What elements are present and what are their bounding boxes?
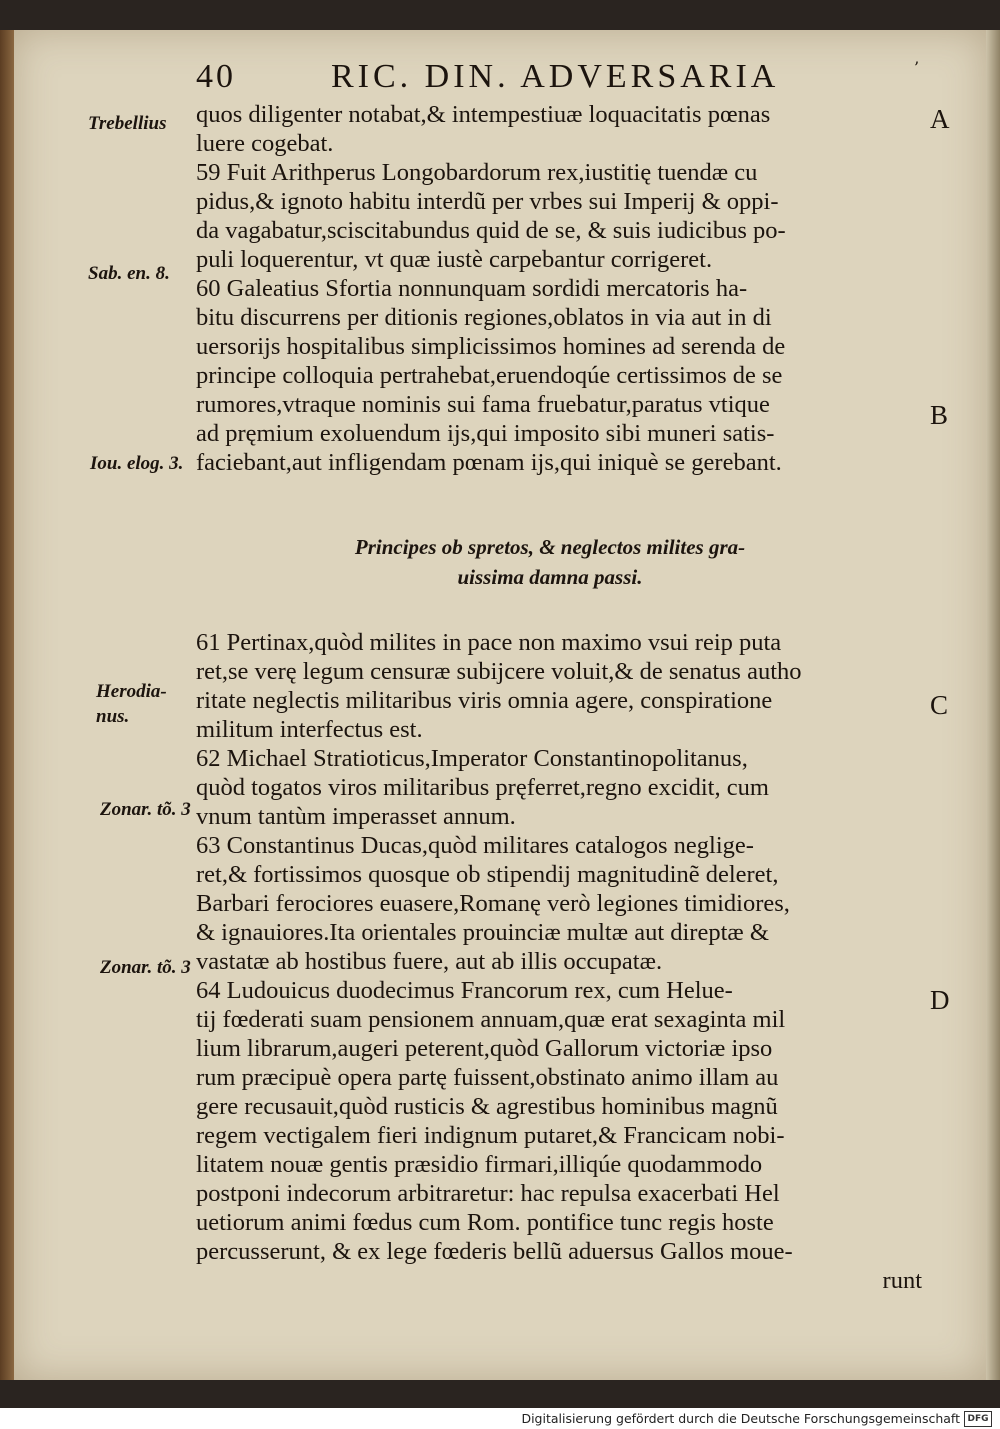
text-line: principe colloquia pertrahebat,eruendoqúe certissimos de se — [196, 362, 783, 389]
text-line: ret,& fortissimos quosque ob stipendij magnitudinẽ deleret, — [196, 861, 779, 888]
text-line: uersorijs hospitalibus simplicissimos homines ad serenda de — [196, 333, 786, 360]
text-block-1 — [196, 100, 922, 477]
text-line: da vagabatur,sciscitabundus quid de se, & suis iudicibus po- — [196, 217, 786, 244]
text-line: vnum tantùm imperasset annum. — [196, 803, 516, 830]
dfg-logo: DFG — [964, 1411, 992, 1427]
catchword: runt — [882, 1267, 922, 1294]
section-heading-line: Principes ob spretos, & neglectos milites gra- — [354, 535, 746, 559]
text-line: pidus,& ignoto habitu interdũ per vrbes sui Imperij & oppi- — [196, 188, 779, 215]
text-line: & ignauiores.Ita orientales prouinciæ multæ aut direptæ & — [196, 919, 769, 946]
section-heading-line: uissima damna passi. — [457, 565, 643, 589]
digitization-footer — [0, 1408, 1000, 1429]
text-line: litatem nouæ gentis præsidio firmari,illiqúe quodammodo — [196, 1151, 763, 1178]
text-line: quos diligenter notabat,& intempestiuæ loquacitatis pœnas — [196, 101, 771, 128]
text-line: 60 Galeatius Sfortia nonnunquam sordidi mercatoris ha- — [196, 275, 748, 302]
margin-note-iouius: Iou. elog. 3. — [90, 453, 184, 474]
side-letter-c: C — [930, 690, 949, 720]
side-letter-a: A — [930, 104, 950, 134]
text-line: militum interfectus est. — [196, 716, 423, 743]
text-line: 59 Fuit Arithperus Longobardorum rex,iustitię tuendæ cu — [196, 159, 758, 186]
text-line: percusserunt, & ex lege fœderis bellũ aduersus Gallos moue- — [196, 1238, 793, 1265]
text-line: ad pręmium exoluendum ijs,qui imposito sibi muneri satis- — [196, 420, 775, 447]
text-line: gere recusauit,quòd rusticis & agrestibus hominibus magnũ — [196, 1093, 778, 1120]
page-edge — [986, 30, 1000, 1380]
text-line: Barbari ferociores euasere,Romanę verò legiones timidiores, — [196, 890, 790, 917]
margin-note-zonaras-2: Zonar. tõ. 3 — [100, 957, 191, 978]
text-line: postponi indecorum arbitraretur: hac repulsa exacerbati Hel — [196, 1180, 780, 1207]
text-line: rum præcipuè opera partę fuissent,obstinato animo illam au — [196, 1064, 779, 1091]
footer-text: Digitalisierung gefördert durch die Deutsche Forschungsgemeinschaft — [521, 1411, 960, 1426]
text-line: uetiorum animi fœdus cum Rom. pontifice tunc regis hoste — [196, 1209, 774, 1236]
header-mark: ’ — [914, 58, 920, 77]
side-letter-b: B — [930, 400, 949, 430]
text-line: quòd togatos viros militaribus pręferret,regno excidit, cum — [196, 774, 769, 801]
text-line: bitu discurrens per ditionis regiones,oblatos in via aut in di — [196, 304, 772, 331]
text-line: 63 Constantinus Ducas,quòd militares catalogos neglige- — [196, 832, 754, 859]
text-line: vastatæ ab hostibus fuere, aut ab illis occupatæ. — [196, 948, 663, 975]
text-line: rumores,vtraque nominis sui fama fruebatur,paratus vtique — [196, 391, 770, 418]
margin-note-trebellius: Trebellius — [88, 113, 167, 134]
text-block-2 — [196, 628, 922, 1295]
text-line: faciebant,aut infligendam pœnam ijs,qui iniquè se gerebant. — [196, 449, 782, 476]
text-line: lium librarum,augeri peterent,quòd Gallorum victoriæ ipso — [196, 1035, 773, 1062]
text-line: ret,se verę legum censuræ subijcere voluit,& de senatus autho — [196, 658, 802, 685]
margin-note-herodianus-1: Herodia- — [96, 681, 167, 702]
text-line: ritate neglectis militaribus viris omnia agere, conspiratione — [196, 687, 773, 714]
running-title: RIC. DIN. ADVERSARIA — [331, 58, 780, 95]
text-line: 61 Pertinax,quòd milites in pace non maximo vsui reip puta — [196, 629, 782, 656]
text-line: 62 Michael Stratioticus,Imperator Constantinopolitanus, — [196, 745, 748, 772]
side-letter-d: D — [930, 985, 950, 1015]
page-number: 40 — [196, 58, 236, 95]
margin-note-sabellicus: Sab. en. 8. — [88, 263, 170, 284]
margin-note-herodianus-2: nus. — [96, 706, 130, 727]
margin-note-zonaras-1: Zonar. tõ. 3 — [100, 799, 191, 820]
text-line: 64 Ludouicus duodecimus Francorum rex, cum Helue- — [196, 977, 733, 1004]
text-line: regem vectigalem fieri indignum putaret,& Francicam nobi- — [196, 1122, 785, 1149]
text-line: tij fœderati suam pensionem annuam,quæ erat sexaginta mil — [196, 1006, 786, 1033]
text-line: puli loquerentur, vt quæ iustè carpebantur corrigeret. — [196, 246, 713, 273]
section-heading — [240, 532, 860, 592]
text-line: luere cogebat. — [196, 130, 334, 157]
